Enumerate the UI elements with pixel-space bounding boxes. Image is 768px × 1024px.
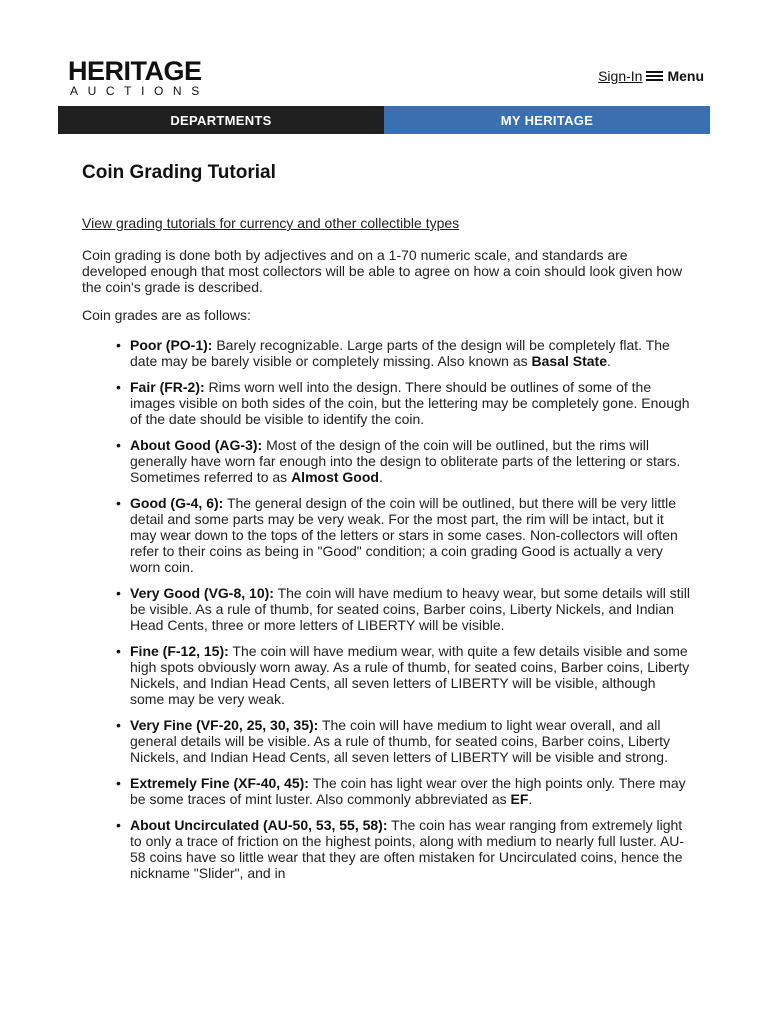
- grade-item-very-good: [130, 585, 692, 633]
- grade-tail: .: [378, 469, 383, 485]
- grade-term: Fine (F-12, 15):: [130, 643, 229, 659]
- grade-term: Very Fine (VF-20, 25, 30, 35):: [130, 717, 319, 733]
- grading-tutorials-link[interactable]: View grading tutorials for currency and other collectible types: [82, 215, 460, 231]
- grade-desc: Rims worn well into the design. There should be outlines of some of the images visible on both sides of the coin, but the lettering may be completely gone. Enough of the date should be visible to identify the coin.: [130, 379, 690, 427]
- grade-desc: The coin will have medium to heavy wear, but some details will still be visible. As a rule of thumb, for seated coins, Barber coins, Liberty Nickels, and Indian Head Cents, three or more letters of LIBERTY will be visible.: [130, 585, 690, 633]
- intro-paragraph: Coin grading is done both by adjectives and on a 1-70 numeric scale, and standards are developed enough that most collectors will be able to agree on how a coin should look given how the coin's grade is described.: [82, 247, 683, 295]
- grade-item-about-good: [130, 437, 692, 485]
- main-nav: [58, 106, 710, 134]
- grade-desc: The coin has light wear over the high points only. There may be some traces of mint luster. Also commonly abbreviated as: [130, 775, 686, 807]
- grade-desc: Barely recognizable. Large parts of the design will be completely flat. The date may be barely visible or completely missing. Also known as: [130, 337, 670, 369]
- grade-item-fair: [130, 379, 692, 427]
- grade-term: Extremely Fine (XF-40, 45):: [130, 775, 309, 791]
- grade-alias: Almost Good: [291, 469, 379, 485]
- logo-subtitle: AUCTIONS: [70, 84, 209, 98]
- grade-tail: .: [528, 791, 533, 807]
- grade-item-very-fine: [130, 717, 692, 765]
- grade-item-poor: [130, 337, 692, 369]
- grade-term: Poor (PO-1):: [130, 337, 213, 353]
- grade-list: [82, 337, 692, 881]
- grade-term: About Good (AG-3):: [130, 437, 263, 453]
- grade-item-good: [130, 495, 692, 575]
- grade-alias: Basal State: [531, 353, 607, 369]
- site-header: [0, 0, 768, 106]
- grade-term: Fair (FR-2):: [130, 379, 205, 395]
- grade-item-fine: [130, 643, 692, 707]
- grade-desc: Most of the design of the coin will be outlined, but the rims will generally have worn far enough into the design to obliterate parts of the lettering or stars. Sometimes referred to as: [130, 437, 681, 485]
- grade-desc: The coin will have medium to light wear overall, and all general details will be visible. As a rule of thumb, for seated coins, Barber coins, Liberty Nickels, and Indian Head Cents, all seven letters of LIBERTY will be visible and strong.: [130, 717, 671, 765]
- page-title: Coin Grading Tutorial: [82, 162, 276, 183]
- grade-desc: The coin has wear ranging from extremely light to only a trace of friction on the highest points, along with medium to nearly full luster. AU-58 coins have so little wear that they are often mistaken for Uncirculated coins, hence the nickname "Slider", and in: [130, 817, 685, 881]
- menu-button[interactable]: Menu: [667, 68, 704, 84]
- grade-term: Very Good (VG-8, 10):: [130, 585, 274, 601]
- header-actions: [598, 68, 704, 84]
- departments-tab[interactable]: DEPARTMENTS: [58, 106, 384, 134]
- grade-tail: .: [607, 353, 611, 369]
- grade-term: Good (G-4, 6):: [130, 495, 224, 511]
- grade-item-about-uncirculated: [130, 817, 692, 881]
- main-content: [82, 160, 692, 891]
- my-heritage-tab[interactable]: MY HERITAGE: [384, 106, 710, 134]
- grade-desc: The coin will have medium wear, with quite a few details visible and some high spots obviously worn away. As a rule of thumb, for seated coins, Barber coins, Liberty Nickels, and Indian Head Cents, all seven letters of LIBERTY will be visible, although some may be very weak.: [130, 643, 690, 707]
- grades-intro: Coin grades are as follows:: [82, 307, 251, 323]
- grade-item-extremely-fine: [130, 775, 692, 807]
- sign-in-link[interactable]: Sign-In: [598, 68, 643, 84]
- hamburger-menu-icon[interactable]: [646, 70, 663, 82]
- heritage-logo[interactable]: [68, 58, 209, 98]
- grade-alias: EF: [510, 791, 529, 807]
- logo-wordmark: HERITAGE: [68, 56, 202, 86]
- grade-term: About Uncirculated (AU-50, 53, 55, 58):: [130, 817, 388, 833]
- grade-desc: The general design of the coin will be outlined, but there will be very little detail and some parts may be very weak. For the most part, the rim will be intact, but it may wear down to the tops of the letters or stars in some cases. Non-collectors will often refer to their coins as being in "Good" condition; a coin grading Good is actually a very worn coin.: [130, 495, 678, 575]
